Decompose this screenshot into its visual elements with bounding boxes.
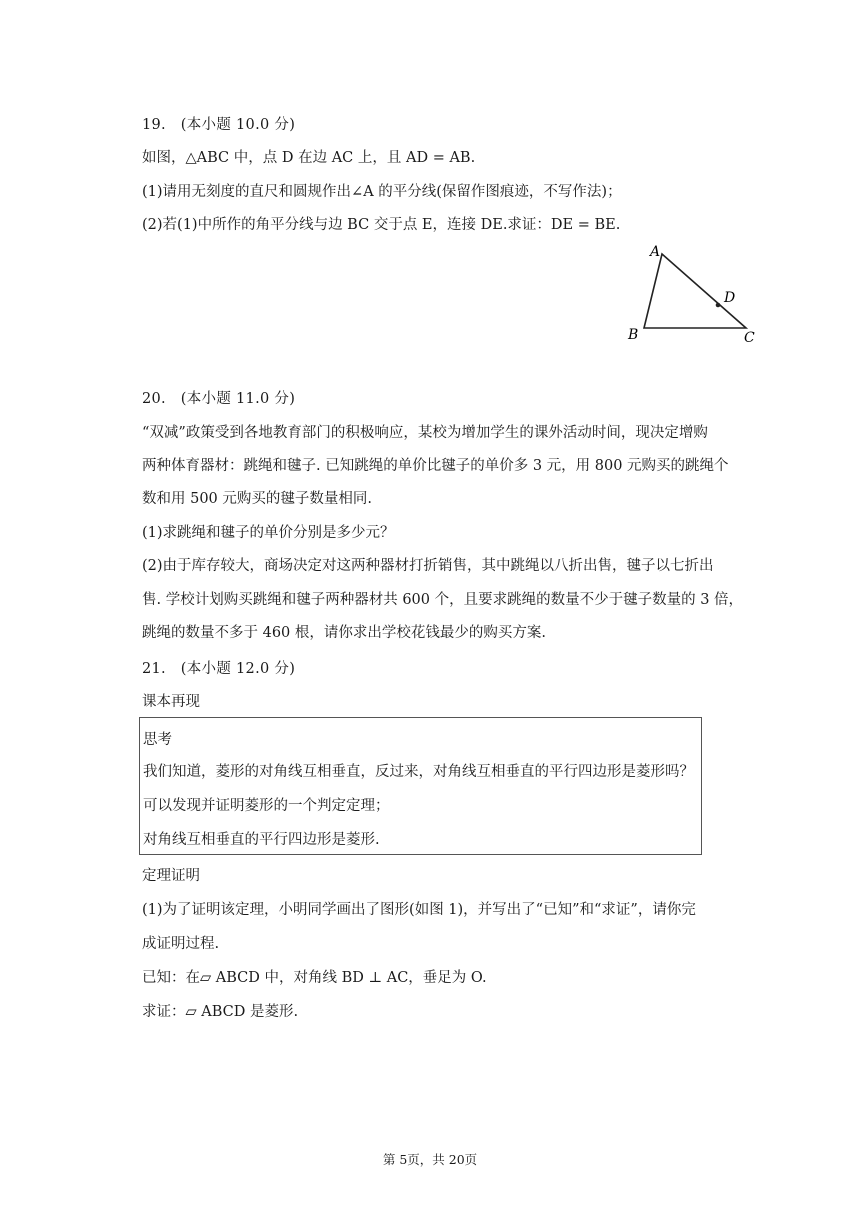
q20-header: 20. (本小题 11.0 分) bbox=[142, 391, 296, 407]
q20-part1: (1)求跳绳和毽子的单价分别是多少元？ bbox=[142, 525, 395, 541]
q21-prove: 求证：▱ ABCD 是菱形. bbox=[142, 1004, 299, 1020]
q21-given: 已知：在▱ ABCD 中，对角线 BD ⊥ AC，垂足为 O. bbox=[142, 970, 487, 986]
q21-part1-line1: (1)为了证明该定理，小明同学画出了图形(如图 1)，并写出了“已知”和“求证”，请你完 bbox=[142, 902, 696, 918]
q21-header: 21. (本小题 12.0 分) bbox=[142, 661, 296, 677]
think-box-line1: 我们知道，菱形的对角线互相垂直，反过来，对角线互相垂直的平行四边形是菱形吗？ bbox=[143, 764, 694, 780]
q19-intro: 如图，△ABC 中，点 D 在边 AC 上，且 AD = AB. bbox=[142, 150, 476, 166]
q21-part1-line2: 成证明过程. bbox=[142, 936, 220, 952]
label-c: C bbox=[744, 330, 755, 346]
page-footer: 第 5页，共 20页 bbox=[382, 1152, 478, 1167]
q19-part2: (2)若(1)中所作的角平分线与边 BC 交于点 E，连接 DE.求证：DE = BE. bbox=[142, 217, 621, 233]
q20-line1: “双减”政策受到各地教育部门的积极响应，某校为增加学生的课外活动时间，现决定增购 bbox=[142, 425, 708, 441]
point-d-dot bbox=[716, 303, 721, 308]
q20-part2-line3: 跳绳的数量不多于 460 根，请你求出学校花钱最少的购买方案. bbox=[142, 625, 547, 641]
q21-section-title: 课本再现 bbox=[142, 694, 200, 710]
q19-header: 19. (本小题 10.0 分) bbox=[142, 117, 296, 133]
q20-line2: 两种体育器材：跳绳和毽子. 已知跳绳的单价比毽子的单价多 3 元，用 800 元购买的跳绳个 bbox=[142, 458, 729, 474]
q21-proof-title: 定理证明 bbox=[142, 868, 200, 884]
q20-line3: 数和用 500 元购买的毽子数量相同. bbox=[142, 491, 373, 507]
q20-part2-line2: 售. 学校计划购买跳绳和毽子两种器材共 600 个，且要求跳绳的数量不少于毽子数量的 3 倍， bbox=[142, 592, 744, 608]
think-box-line2: 可以发现并证明菱形的一个判定定理； bbox=[143, 798, 390, 814]
think-box-line3: 对角线互相垂直的平行四边形是菱形. bbox=[143, 832, 380, 848]
q19-part1: (1)请用无刻度的直尺和圆规作出∠A 的平分线(保留作图痕迹，不写作法)； bbox=[142, 184, 622, 200]
q20-part2-line1: (2)由于库存较大，商场决定对这两种器材打折销售，其中跳绳以八折出售，毽子以七折出 bbox=[142, 558, 714, 574]
triangle-abc-figure bbox=[620, 236, 770, 351]
think-box bbox=[139, 717, 702, 855]
label-d: D bbox=[724, 290, 736, 306]
label-b: B bbox=[628, 327, 639, 343]
think-box-title: 思考 bbox=[143, 732, 172, 748]
label-a: A bbox=[650, 244, 661, 260]
